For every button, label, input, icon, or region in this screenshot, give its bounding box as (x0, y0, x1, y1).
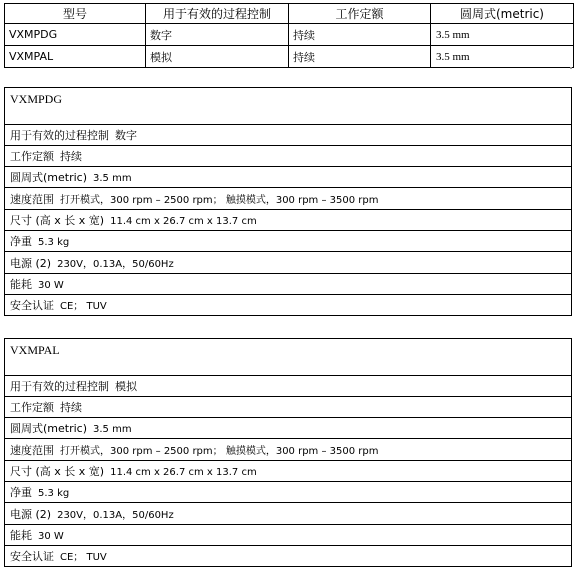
product-block-vxmpdg (4, 87, 572, 316)
spec-value: 模拟 (115, 380, 137, 393)
spec-label: 安全认证 (10, 550, 54, 563)
spec-label: 净重 (10, 486, 32, 499)
spec-row (5, 125, 572, 146)
block-header-row (5, 339, 572, 376)
spec-value: 30 W (38, 280, 64, 291)
spec-row (5, 167, 572, 188)
spec-label: 工作定额 (10, 401, 54, 414)
spec-value: 打开模式，300 rpm – 2500 rpm； 触摸模式，300 rpm – 3500 rpm (60, 445, 379, 457)
spec-value: 30 W (38, 531, 64, 542)
header-control: 用于有效的过程控制 (146, 4, 289, 24)
spec-row (5, 188, 572, 210)
spec-label: 尺寸 (高 x 长 x 宽) (10, 214, 105, 227)
spec-label: 尺寸 (高 x 长 x 宽) (10, 465, 105, 478)
cell-duty: 持续 (289, 46, 431, 68)
product-block-vxmpal (4, 338, 572, 567)
cell-model: VXMPDG (5, 24, 146, 46)
block-model-title: VXMPDG (5, 88, 572, 125)
spec-row (5, 503, 572, 525)
spec-label: 速度范围 (10, 192, 54, 206)
spec-value: 3.5 mm (93, 424, 132, 435)
summary-row (5, 46, 574, 68)
spec-row (5, 376, 572, 397)
spec-value: 11.4 cm x 26.7 cm x 13.7 cm (110, 467, 257, 478)
spec-row (5, 210, 572, 231)
spec-value: 5.3 kg (38, 488, 70, 499)
cell-control: 数字 (146, 24, 289, 46)
spec-value: 3.5 mm (93, 173, 132, 184)
header-model: 型号 (5, 4, 146, 24)
spec-row (5, 397, 572, 418)
spec-value: CE； TUV (60, 552, 107, 563)
spec-value: 数字 (115, 129, 137, 142)
spec-row (5, 439, 572, 461)
cell-duty: 持续 (289, 24, 431, 46)
cell-orbit: 3.5 mm (431, 24, 574, 46)
spec-label: 电源 (2) (10, 507, 52, 521)
summary-header-row (5, 4, 574, 24)
header-duty: 工作定额 (289, 4, 431, 24)
spec-label: 电源 (2) (10, 256, 52, 270)
spec-row (5, 418, 572, 439)
spec-row (5, 546, 572, 567)
spec-row (5, 295, 572, 316)
spec-label: 工作定额 (10, 150, 54, 163)
spec-value: 230V，0.13A，50/60Hz (57, 509, 174, 521)
spec-label: 净重 (10, 235, 32, 248)
spec-value: 打开模式，300 rpm – 2500 rpm； 触摸模式，300 rpm – 3500 rpm (60, 194, 379, 206)
spec-value: 11.4 cm x 26.7 cm x 13.7 cm (110, 216, 257, 227)
spec-label: 用于有效的过程控制 (10, 129, 109, 142)
cell-orbit: 3.5 mm (431, 46, 574, 68)
cell-model: VXMPAL (5, 46, 146, 68)
spec-value: 持续 (60, 150, 82, 163)
block-model-title: VXMPAL (5, 339, 572, 376)
spec-value: CE； TUV (60, 301, 107, 312)
spec-label: 安全认证 (10, 299, 54, 312)
spec-label: 能耗 (10, 278, 32, 291)
spec-row (5, 482, 572, 503)
summary-row (5, 24, 574, 46)
spec-label: 圆周式(metric) (10, 171, 88, 184)
spec-label: 圆周式(metric) (10, 422, 88, 435)
spec-row (5, 231, 572, 252)
spec-label: 能耗 (10, 529, 32, 542)
summary-table (4, 3, 574, 68)
spec-value: 持续 (60, 401, 82, 414)
block-header-row (5, 88, 572, 125)
header-orbit: 圆周式(metric) (431, 4, 574, 24)
spec-value: 230V，0.13A，50/60Hz (57, 258, 174, 270)
spec-row (5, 146, 572, 167)
corner-marker (570, 67, 572, 69)
spec-row (5, 461, 572, 482)
spec-row (5, 274, 572, 295)
spec-value: 5.3 kg (38, 237, 70, 248)
cell-control: 模拟 (146, 46, 289, 68)
spec-label: 速度范围 (10, 443, 54, 457)
spec-row (5, 525, 572, 546)
spec-label: 用于有效的过程控制 (10, 380, 109, 393)
spec-row (5, 252, 572, 274)
